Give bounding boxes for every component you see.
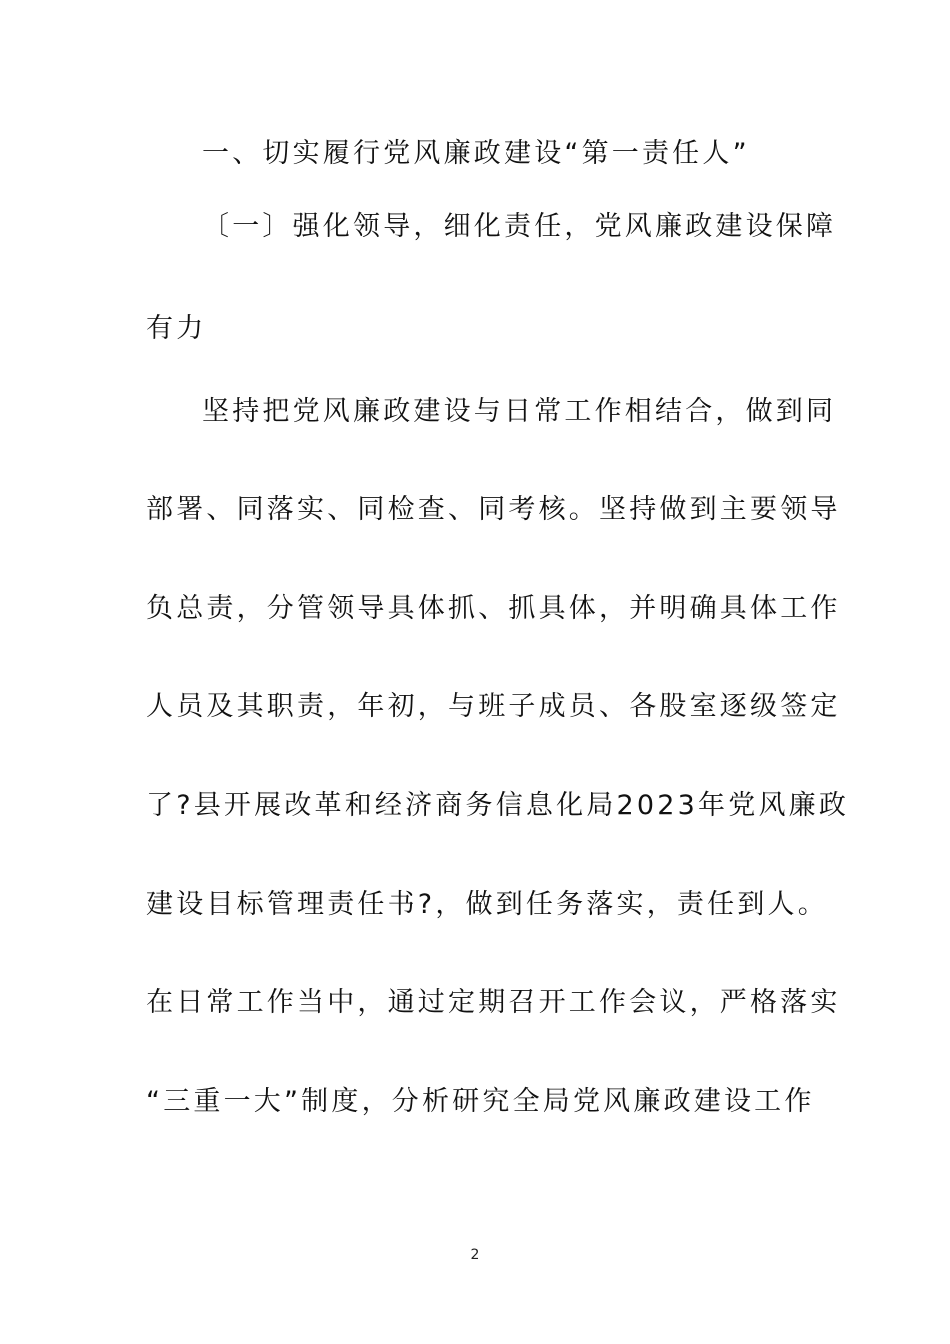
paragraph-line: 部署、同落实、同检查、同考核。坚持做到主要领导 <box>146 494 841 525</box>
paragraph-line: 坚持把党风廉政建设与日常工作相结合，做到同 <box>202 396 837 427</box>
section-heading: 一、切实履行党风廉政建设“第一责任人” <box>202 138 750 169</box>
paragraph-line: 建设目标管理责任书?，做到任务落实，责任到人。 <box>146 889 828 920</box>
subsection-heading-line-2: 有力 <box>146 313 207 344</box>
paragraph-line: 负总责，分管领导具体抓、抓具体，并明确具体工作 <box>146 593 841 624</box>
subsection-heading-line-1: 〔一〕强化领导，细化责任，党风廉政建设保障 <box>202 211 837 242</box>
paragraph-line: 人员及其职责，年初，与班子成员、各股室逐级签定 <box>146 691 841 722</box>
paragraph-line: 在日常工作当中，通过定期召开工作会议，严格落实 <box>146 987 841 1018</box>
page-number: 2 <box>470 1247 480 1263</box>
paragraph-line: “三重一大”制度，分析研究全局党风廉政建设工作 <box>146 1086 815 1117</box>
paragraph-line: 了?县开展改革和经济商务信息化局2023年党风廉政 <box>146 790 850 821</box>
